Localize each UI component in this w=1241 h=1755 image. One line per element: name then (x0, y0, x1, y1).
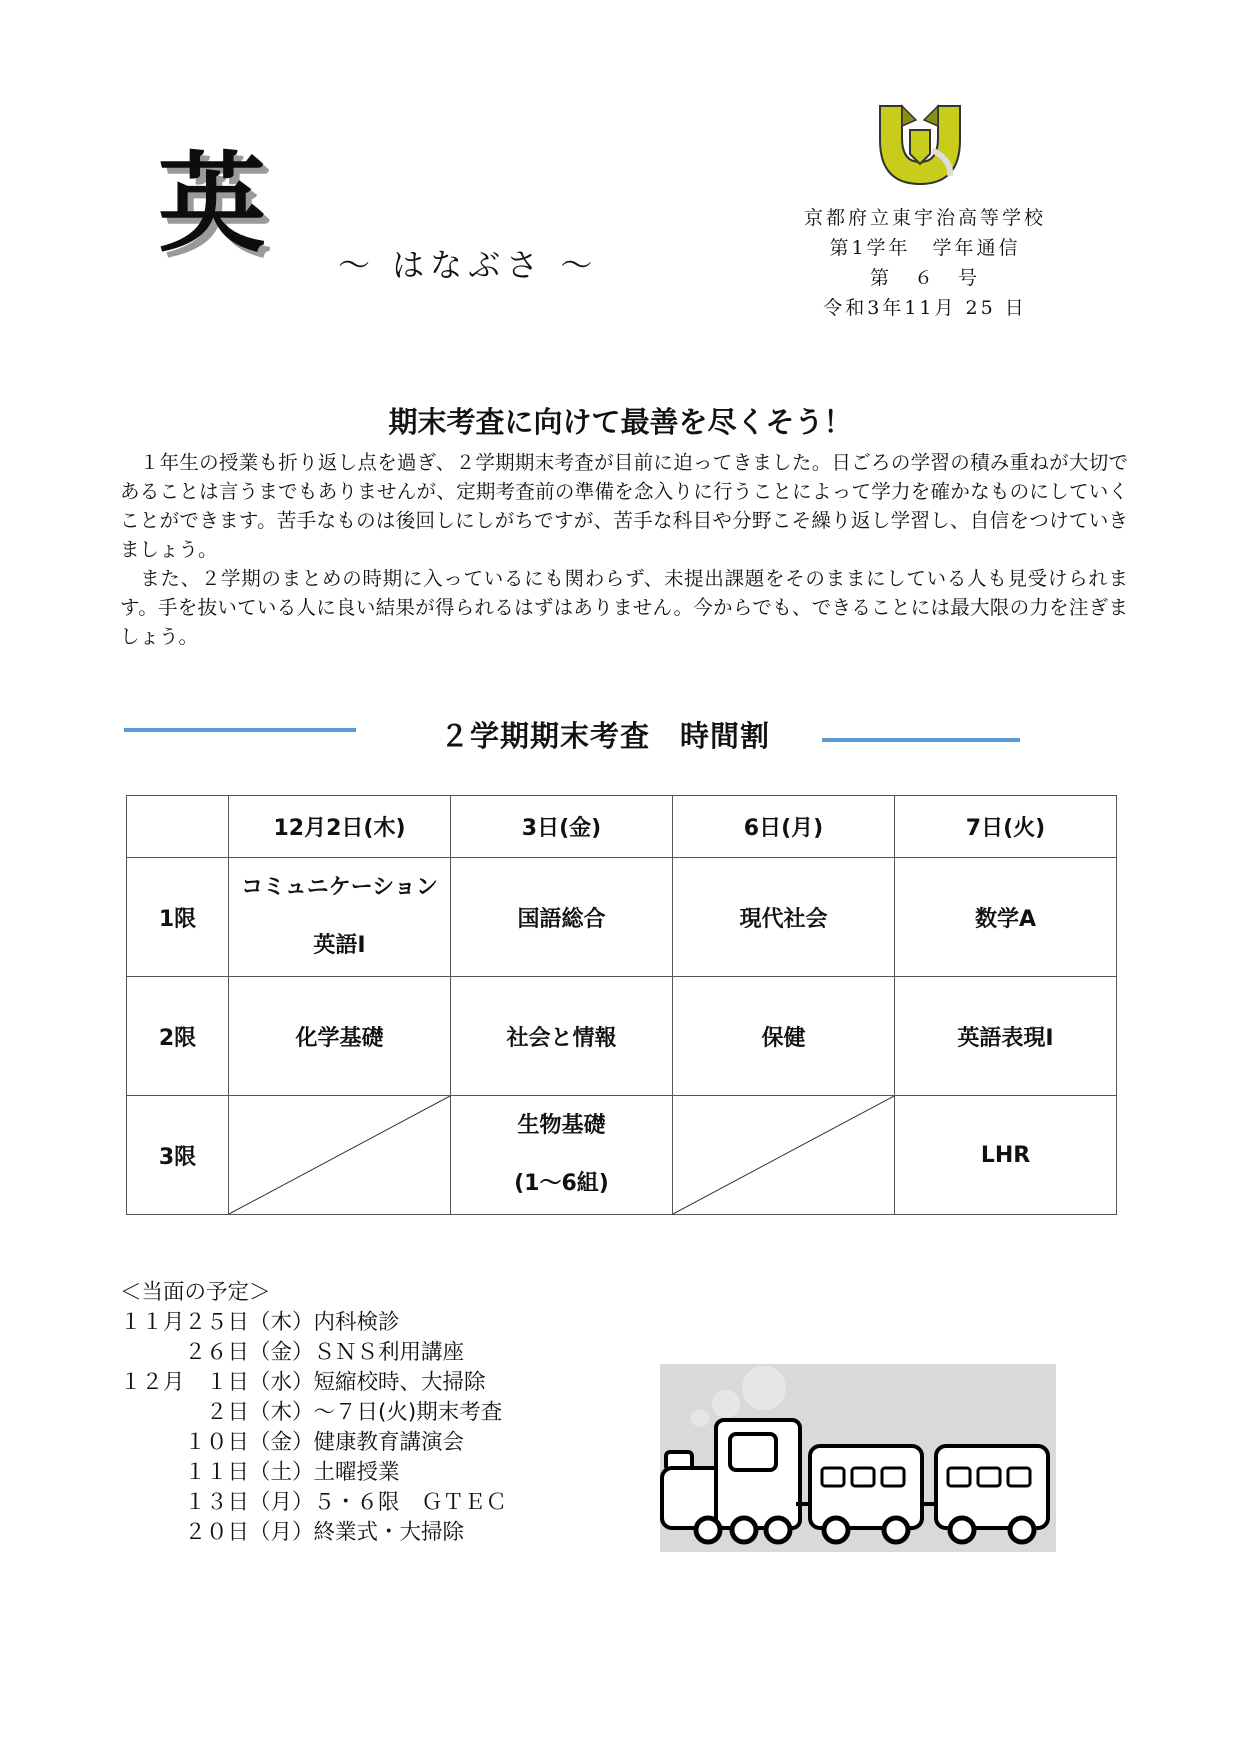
article-headline: 期末考査に向けて最善を尽くそう！ (388, 405, 853, 439)
subject-cell (229, 858, 451, 977)
subject-cell: 化学基礎 (229, 977, 451, 1096)
subject-cell: 保健 (673, 977, 895, 1096)
empty-cell-diagonal (673, 1096, 895, 1215)
issue-number: 第 ６ 号 (869, 267, 980, 289)
subject-cell: 英語表現Ⅰ (895, 977, 1117, 1096)
school-info (760, 203, 1090, 323)
schedule-item: ２日（木）～７日(火)期末考査 (120, 1400, 503, 1425)
subject-line: コミュニケーション (241, 875, 438, 900)
article-paragraph-1: １年生の授業も折り返し点を過ぎ、２学期期末考査が目前に迫ってきました。日ごろの学習の積み重ねが大切であることは言うまでもありませんが、定期考査前の準備を念入りに行うことによって学力を確かなものにしていくことができます。苦手なものは後回しにしがちですが、苦手な科目や分野こそ繰り返し学習し、自信をつけていきましょう。 (120, 451, 1128, 561)
table-corner-cell (127, 796, 229, 858)
day-header: 7日(火) (895, 796, 1117, 858)
schedule-item: １０日（金）健康教育講演会 (120, 1430, 465, 1455)
table-row (127, 858, 1117, 977)
schedule-item: １２月 １日（水）短縮校時、大掃除 (120, 1370, 486, 1395)
schedule-heading: ＜当面の予定＞ (120, 1280, 271, 1305)
school-logo (872, 100, 968, 190)
diagonal-line (673, 1096, 894, 1214)
divider-left (124, 728, 356, 732)
schedule-item: １１日（土）土曜授業 (120, 1460, 400, 1485)
period-label: 2限 (127, 977, 229, 1096)
subject-cell: 社会と情報 (451, 977, 673, 1096)
article-paragraph-2: また、２学期のまとめの時期に入っているにも関わらず、未提出課題をそのままにしている人も見受けられます。手を抜いている人に良い結果が得られるはずはありません。今からでも、できることには最大限の力を注ぎましょう。 (120, 567, 1128, 648)
newsletter-subtitle: ～ はなぶさ ～ (338, 246, 599, 284)
upcoming-schedule (120, 1278, 507, 1548)
exam-timetable (126, 795, 1117, 1215)
period-label: 1限 (127, 858, 229, 977)
newsletter-title-kanji: 英 (158, 141, 267, 267)
period-label: 3限 (127, 1096, 229, 1215)
day-header: 3日(金) (451, 796, 673, 858)
train-illustration (660, 1364, 1056, 1552)
schedule-item: ２０日（月）終業式・大掃除 (120, 1520, 465, 1545)
subject-cell: 数学A (895, 858, 1117, 977)
schedule-item: １３日（月）５・６限 ＧＴＥＣ (120, 1490, 508, 1515)
divider-right (822, 738, 1020, 742)
timetable-title: ２学期期末考査 時間割 (440, 719, 771, 753)
issue-date: 令和3年11月 25 日 (823, 297, 1027, 319)
subject-cell: 国語総合 (451, 858, 673, 977)
empty-cell-diagonal (229, 1096, 451, 1215)
day-header: 12月2日(木) (229, 796, 451, 858)
day-header: 6日(月) (673, 796, 895, 858)
subject-cell: 現代社会 (673, 858, 895, 977)
subject-line: 英語Ⅰ (313, 933, 366, 958)
subject-line: (1～6組) (514, 1171, 609, 1196)
table-row (127, 977, 1117, 1096)
diagonal-line (229, 1096, 450, 1214)
subject-line: 生物基礎 (517, 1113, 606, 1138)
newsletter-name: 第1学年 学年通信 (829, 237, 1021, 259)
school-name: 京都府立東宇治高等学校 (803, 207, 1046, 229)
table-row (127, 1096, 1117, 1215)
table-header-row (127, 796, 1117, 858)
subject-cell: LHR (895, 1096, 1117, 1215)
schedule-item: １１月２５日（木）内科検診 (120, 1310, 400, 1335)
schedule-item: ２６日（金）ＳＮＳ利用講座 (120, 1340, 465, 1365)
subject-cell (451, 1096, 673, 1215)
